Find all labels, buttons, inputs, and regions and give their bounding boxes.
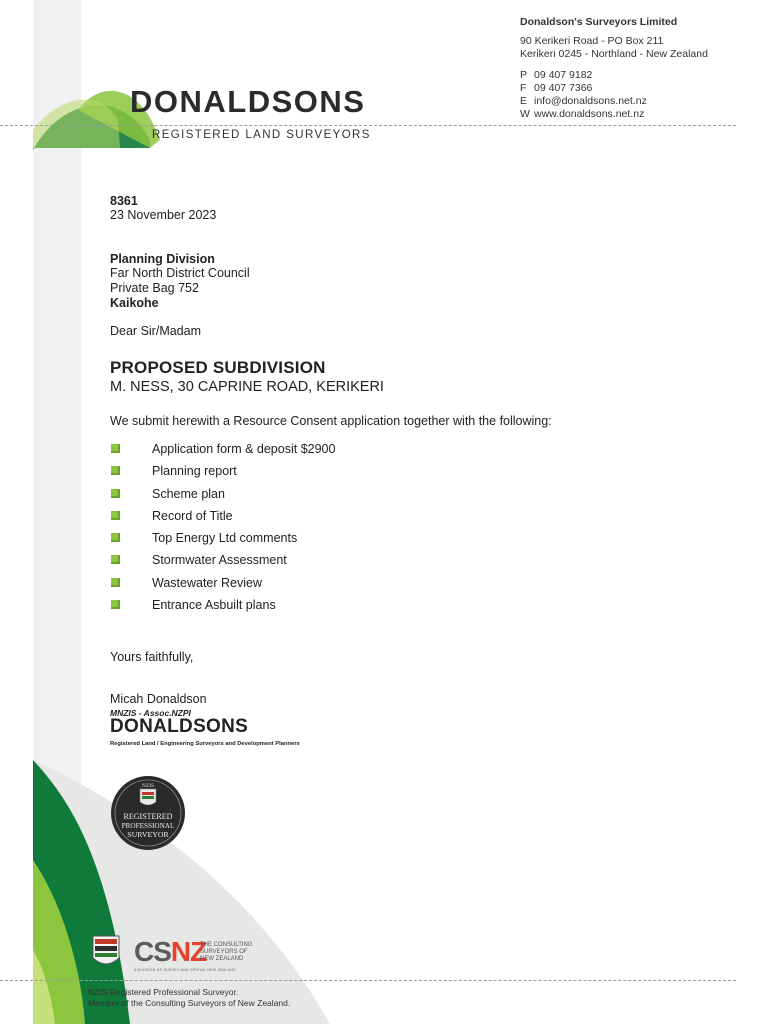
web-key: W	[520, 108, 530, 120]
company-name: Donaldson's Surveyors Limited	[520, 16, 678, 28]
csnz-side-text	[200, 942, 253, 963]
fax-value: 09 407 7366	[534, 82, 593, 94]
recipient-council: Far North District Council	[110, 266, 250, 280]
recipient-division: Planning Division	[110, 252, 215, 266]
list-item-label: Stormwater Assessment	[152, 553, 287, 568]
email-row	[520, 95, 708, 108]
letter-date: 23 November 2023	[110, 208, 217, 222]
phone-row	[520, 69, 708, 82]
csnz-logo	[134, 936, 206, 968]
address-line-1: 90 Kerikeri Road - PO Box 211	[520, 35, 664, 47]
email-value[interactable]: info@donaldsons.net.nz	[534, 95, 647, 107]
reference-number: 8361	[110, 194, 138, 208]
bullet-square-icon	[111, 466, 120, 475]
seal-line-1: REGISTERED	[123, 812, 173, 821]
list-item-label: Top Energy Ltd comments	[152, 531, 298, 546]
seal-line-2: PROFESSIONAL	[121, 822, 175, 830]
phone-key: P	[520, 69, 528, 81]
header-dashed-rule	[0, 125, 736, 126]
seal-top-text: NZIS	[141, 783, 155, 789]
signature-tagline: Registered Land / Engineering Surveyors and Development Planners	[110, 741, 300, 747]
list-item-label: Planning report	[152, 464, 237, 479]
seal-line-3: SURVEYOR	[127, 830, 169, 839]
email-key: E	[520, 95, 528, 107]
recipient-bag: Private Bag 752	[110, 281, 199, 295]
closing: Yours faithfully,	[110, 650, 194, 664]
csnz-side-line-1: THE CONSULTING	[200, 942, 253, 948]
csnz-side-line-2: SURVEYORS OF	[200, 949, 248, 955]
web-value[interactable]: www.donaldsons.net.nz	[534, 108, 645, 120]
bullet-square-icon	[111, 511, 120, 520]
address-line-2: Kerikeri 0245 - Northland - New Zealand	[520, 48, 708, 60]
fax-row	[520, 82, 708, 95]
list-item-label: Scheme plan	[152, 486, 225, 501]
nzis-crest-icon	[91, 934, 121, 972]
bullet-square-icon	[111, 555, 120, 564]
footer-dashed-rule	[0, 980, 736, 981]
footer-line-2: Member of the Consulting Surveyors of New Zealand.	[88, 998, 291, 1008]
footer-line-1: NZIS Registered Professional Surveyor.	[88, 987, 239, 997]
subject-title: PROPOSED SUBDIVISION	[110, 358, 326, 377]
intro-paragraph: We submit herewith a Resource Consent application together with the following:	[110, 414, 552, 428]
bullet-square-icon	[111, 533, 120, 542]
signature-company: DONALDSONS	[110, 716, 249, 737]
company-contact-block	[520, 16, 708, 121]
csnz-division-line: A DIVISION OF SURVEY AND SPATIAL NEW ZEALAND	[134, 968, 236, 972]
footer-note	[88, 987, 290, 1009]
signatory-qualifications: MNZIS - Assoc.NZPI	[110, 708, 191, 718]
logo-wordmark: DONALDSONS	[130, 84, 366, 119]
bullet-square-icon	[111, 444, 120, 453]
list-item-label: Application form & deposit $2900	[152, 442, 336, 456]
csnz-logo-nz: NZ	[170, 936, 207, 967]
list-item-label: Wastewater Review	[152, 575, 262, 590]
fax-key: F	[520, 82, 527, 94]
bullet-square-icon	[111, 489, 120, 498]
list-item-label: Record of Title	[152, 508, 233, 523]
bullet-square-icon	[111, 578, 120, 587]
registered-surveyor-seal	[110, 775, 186, 851]
salutation: Dear Sir/Madam	[110, 324, 201, 338]
csnz-side-line-3: NEW ZEALAND	[200, 956, 244, 962]
bullet-square-icon	[111, 600, 120, 609]
signatory-name: Micah Donaldson	[110, 692, 207, 706]
phone-value: 09 407 9182	[534, 69, 593, 81]
recipient-town: Kaikohe	[110, 296, 159, 310]
csnz-logo-cs: CS	[134, 936, 171, 967]
list-item-label: Entrance Asbuilt plans	[152, 598, 276, 613]
web-row	[520, 108, 708, 121]
logo-subtitle: REGISTERED LAND SURVEYORS	[152, 129, 371, 141]
subject-subtitle: M. NESS, 30 CAPRINE ROAD, KERIKERI	[110, 379, 384, 395]
